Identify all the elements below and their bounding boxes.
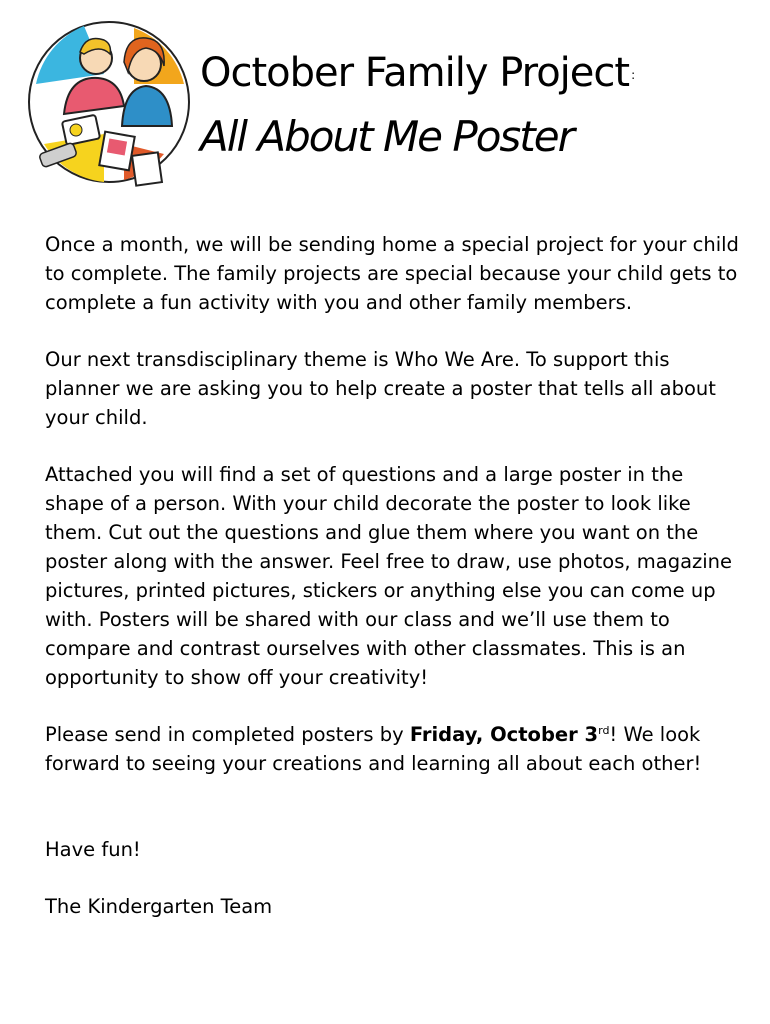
deadline-date-suffix: rd [598, 724, 610, 737]
paragraph-closing: Have fun! [45, 838, 141, 861]
paragraph-theme: Our next transdisciplinary theme is Who We Are. To support this planner we are asking you to help create a poster that tells all about your child. [45, 348, 716, 429]
paragraph-intro: Once a month, we will be sending home a special project for your child to complete. The family projects are special because your child gets to complete a fun activity with you and other family members. [45, 233, 739, 314]
deadline-text-before: Please send in completed posters by [45, 723, 410, 746]
signature: The Kindergarten Team [45, 895, 273, 918]
letter-body [45, 230, 745, 949]
title-line-1: October Family Project [200, 50, 630, 96]
deadline-text-after: ! We look forward to seeing your creations and learning all about each other! [45, 723, 702, 775]
title-colon: : [631, 68, 635, 82]
paragraph-deadline [45, 720, 745, 778]
deadline-date: Friday, October 3 [409, 723, 599, 746]
paragraph-instructions: Attached you will find a set of questions and a large poster in the shape of a person. With your child decorate the poster to look like them. Cut out the questions and glue them where you want on the poster along with the answer. Feel free to draw, use photos, magazine pictures, printed pictures, stickers or anything else you can come up with. Posters will be shared with our class and we’ll use them to compare and contrast ourselves with other classmates. This is an opportunity to show off your creativity! [45, 463, 733, 689]
family-crafting-clipart-icon [24, 14, 194, 196]
page-subtitle: All About Me Poster [200, 112, 573, 161]
page-title [200, 50, 634, 96]
